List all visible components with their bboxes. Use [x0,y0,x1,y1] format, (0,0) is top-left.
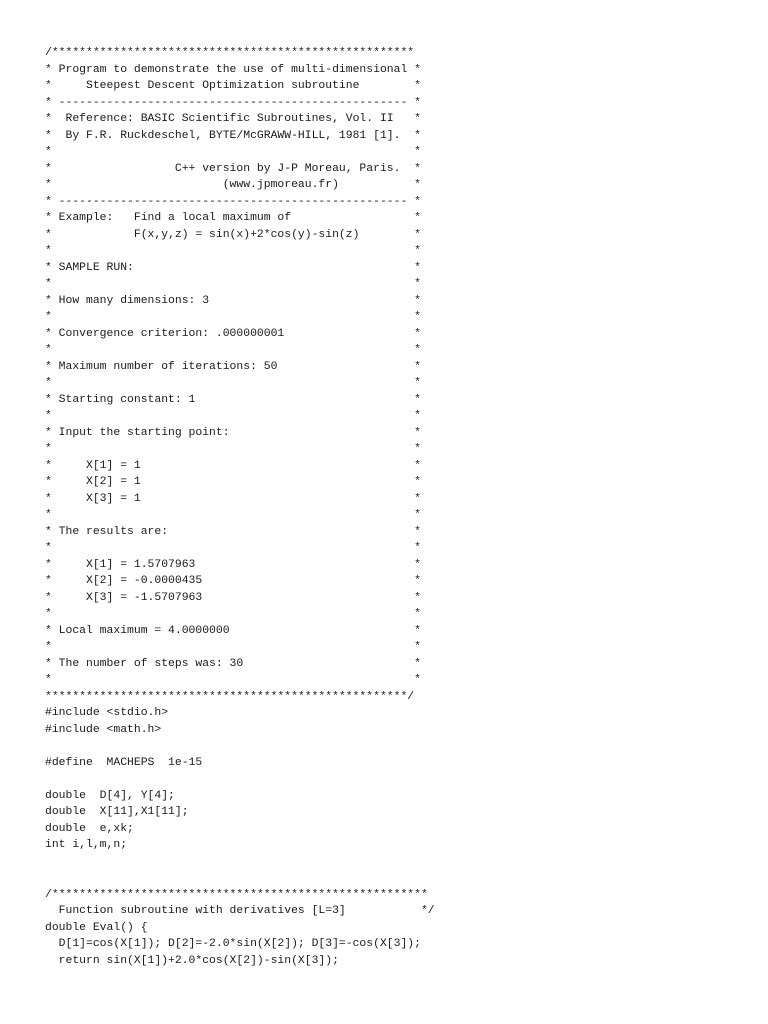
code-line: * Convergence criterion: .000000001 * [45,327,421,340]
code-line: * Reference: BASIC Scientific Subroutines, Vol. II * [45,113,421,125]
code-line: * How many dimensions: 3 * [45,294,421,307]
code-line: * Local maximum = 4.0000000 * [45,624,421,637]
code-line: #include <math.h> [45,723,162,736]
code-line: * * [45,311,421,323]
code-line: * F(x,y,z) = sin(x)+2*cos(y)-sin(z) * [45,228,421,241]
code-line: * * [45,509,421,521]
code-line: * --------------------------------------------------- * [45,96,421,109]
code-line: double e,xk; [45,822,134,835]
code-line: #define MACHEPS 1e-15 [45,756,203,769]
code-line: * X[1] = 1.5707963 * [45,558,421,571]
code-line: * C++ version by J-P Moreau, Paris. * [45,162,421,175]
code-line: #include <stdio.h> [45,707,169,719]
code-line: * * [45,542,421,554]
code-line: /******************************************************* [45,888,428,901]
code-line: int i,l,m,n; [45,839,128,851]
code-line: * Example: Find a local maximum of * [45,212,421,224]
code-line: * The results are: * [45,525,421,538]
code-listing [45,45,745,969]
code-line: * X[2] = 1 * [45,476,421,488]
code-line: * X[1] = 1 * [45,459,421,472]
code-line: double D[4], Y[4]; [45,789,175,802]
code-line: * --------------------------------------------------- * [45,195,421,208]
code-line: * X[3] = 1 * [45,492,421,505]
code-line: * X[2] = -0.0000435 * [45,575,421,587]
code-line [45,870,745,887]
code-line: Function subroutine with derivatives [L=3] */ [45,905,435,917]
code-line: * SAMPLE RUN: * [45,261,421,274]
code-line: * * [45,410,421,422]
code-line: * * [45,674,421,686]
code-line: * Steepest Descent Optimization subroutine * [45,80,421,92]
code-line: *****************************************************/ [45,690,415,703]
code-line: * * [45,146,421,158]
code-line [45,738,745,755]
code-line: /***************************************************** [45,47,415,59]
code-line: * Maximum number of iterations: 50 * [45,360,421,373]
code-line: * By F.R. Ruckdeschel, BYTE/McGRAWW-HILL, 1981 [1]. * [45,129,421,142]
code-line: return sin(X[1])+2.0*cos(X[2])-sin(X[3]); [45,954,339,967]
code-line: D[1]=cos(X[1]); D[2]=-2.0*sin(X[2]); D[3]=-cos(X[3]); [45,938,421,950]
code-line: * (www.jpmoreau.fr) * [45,179,421,191]
code-line: double Eval() { [45,921,148,934]
code-line: * Starting constant: 1 * [45,393,421,406]
code-line: * * [45,377,421,389]
code-line [45,771,745,788]
code-line: * The number of steps was: 30 * [45,657,421,670]
code-line: * * [45,641,421,653]
code-line: * X[3] = -1.5707963 * [45,591,421,604]
code-line [45,854,745,871]
code-line: * * [45,608,421,620]
code-line: * Program to demonstrate the use of multi-dimensional * [45,63,421,76]
code-line: double X[11],X1[11]; [45,806,189,818]
code-line: * Input the starting point: * [45,426,421,439]
code-line: * * [45,278,421,290]
code-line: * * [45,245,421,257]
code-line: * * [45,344,421,356]
code-line: * * [45,443,421,455]
